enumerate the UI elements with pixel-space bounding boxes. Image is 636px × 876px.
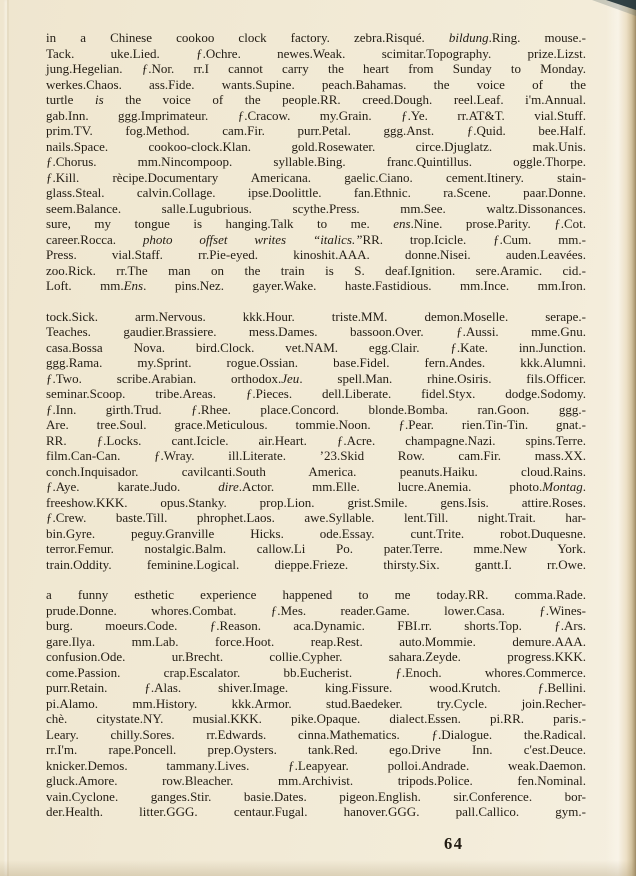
text-line: Loft. mm.Ens. pins.Nez. gayer.Wake. haste.Fastidious. mm.Ince. mm.Iron. bbox=[46, 278, 586, 293]
text-line: purr.Retain. ƒ.Alas. shiver.Image. king.Fissure. wood.Krutch. ƒ.Bellini. bbox=[46, 680, 586, 695]
corner-shadow bbox=[606, 0, 636, 10]
text-line: come.Passion. crap.Escalator. bb.Eucherist. ƒ.Enoch. whores.Commerce. bbox=[46, 664, 586, 680]
bottom-edge-shadow bbox=[0, 860, 636, 876]
page-crease bbox=[7, 0, 9, 876]
paragraph-2 bbox=[46, 309, 586, 573]
text-line: burg. moeurs.Code. ƒ.Reason. aca.Dynamic. FBI.rr. shorts.Top. ƒ.Ars. bbox=[46, 618, 586, 633]
text-line: bin.Gyre. peguy.Granville Hicks. ode.Essay. cunt.Trite. robot.Duquesne. bbox=[46, 525, 586, 541]
text-line: in a Chinese cookoo clock factory. zebra.Risqué. bildung.Ring. mouse.- bbox=[46, 30, 586, 45]
text-line: ƒ.Kill. rècipe.Documentary Americana. gaelic.Ciano. cement.Itinery. stain- bbox=[46, 169, 586, 185]
text-line: seminar.Scoop. tribe.Areas. ƒ.Pieces. dell.Liberate. fidel.Styx. dodge.Sodomy. bbox=[46, 386, 586, 401]
text-line: werkes.Chaos. ass.Fide. wants.Supine. peach.Bahamas. the voice of the bbox=[46, 76, 586, 92]
text-line: vain.Cyclone. ganges.Stir. basie.Dates. pigeon.English. sir.Conference. bor- bbox=[46, 788, 586, 804]
text-line: Leary. chilly.Sores. rr.Edwards. cinna.Mathematics. ƒ.Dialogue. the.Radical. bbox=[46, 726, 586, 742]
text-line: chè. citystate.NY. musial.KKK. pike.Opaque. dialect.Essen. pi.RR. paris.- bbox=[46, 711, 586, 726]
page-edge-shadow bbox=[606, 0, 636, 876]
text-line: ƒ.Chorus. mm.Nincompoop. syllable.Bing. franc.Quintillus. oggle.Thorpe. bbox=[46, 154, 586, 169]
text-line: rr.I'm. rape.Poncell. prep.Oysters. tank.Red. ego.Drive Inn. c'est.Deuce. bbox=[46, 742, 586, 757]
text-line: Tack. uke.Lied. ƒ.Ochre. newes.Weak. scimitar.Topography. prize.Lizst. bbox=[46, 45, 586, 61]
text-line: glass.Steal. calvin.Collage. ipse.Doolittle. fan.Ethnic. ra.Scene. paar.Donne. bbox=[46, 185, 586, 200]
text-line: pi.Alamo. mm.History. kkk.Armor. stud.Baedeker. try.Cycle. join.Recher- bbox=[46, 695, 586, 711]
text-line: sure, my tongue is hanging.Talk to me. ens.Nine. prose.Parity. ƒ.Cot. bbox=[46, 216, 586, 231]
text-line: ƒ.Inn. girth.Trud. ƒ.Rhee. place.Concord. blonde.Bomba. ran.Goon. ggg.- bbox=[46, 401, 586, 417]
text-line: Are. tree.Soul. grace.Meticulous. tommie.Noon. ƒ.Pear. rien.Tin-Tin. gnat.- bbox=[46, 417, 586, 432]
text-line: casa.Bossa Nova. bird.Clock. vet.NAM. egg.Clair. ƒ.Kate. inn.Junction. bbox=[46, 339, 586, 355]
text-line: prude.Donne. whores.Combat. ƒ.Mes. reader.Game. lower.Casa. ƒ.Wines- bbox=[46, 602, 586, 618]
text-line: nails.Space. cookoo-clock.Klan. gold.Rosewater. circe.Djuglatz. mak.Unis. bbox=[46, 138, 586, 154]
text-line: zoo.Rick. rr.The man on the train is S. deaf.Ignition. sere.Aramic. cid.- bbox=[46, 262, 586, 278]
text-block bbox=[46, 30, 586, 820]
text-line: ƒ.Two. scribe.Arabian. orthodox.Jeu. spell.Man. rhine.Osiris. fils.Officer. bbox=[46, 370, 586, 386]
text-line: jung.Hegelian. ƒ.Nor. rr.I cannot carry the heart from Sunday to Monday. bbox=[46, 61, 586, 76]
paragraph-3 bbox=[46, 587, 586, 820]
text-line: prim.TV. fog.Method. cam.Fir. purr.Petal. ggg.Anst. ƒ.Quid. bee.Half. bbox=[46, 123, 586, 138]
text-line: turtle is the voice of the people.RR. creed.Dough. reel.Leaf. i'm.Annual. bbox=[46, 92, 586, 107]
text-line: ƒ.Aye. karate.Judo. dire.Actor. mm.Elle. lucre.Anemia. photo.Montag. bbox=[46, 479, 586, 494]
text-line: ƒ.Crew. baste.Till. phrophet.Laos. awe.Syllable. lent.Till. night.Trait. har- bbox=[46, 510, 586, 525]
text-line: gluck.Amore. row.Bleacher. mm.Archivist. tripods.Police. fen.Nominal. bbox=[46, 773, 586, 788]
text-line: freeshow.KKK. opus.Stanky. prop.Lion. grist.Smile. gens.Isis. attire.Roses. bbox=[46, 494, 586, 510]
text-line: film.Can-Can. ƒ.Wray. ill.Literate. ’23.Skid Row. cam.Fir. mass.XX. bbox=[46, 448, 586, 463]
text-line: Press. vial.Staff. rr.Pie-eyed. kinoshit.AAA. donne.Nisei. auden.Leavées. bbox=[46, 247, 586, 262]
page-number: 64 bbox=[444, 834, 464, 853]
text-line: tock.Sick. arm.Nervous. kkk.Hour. triste.MM. demon.Moselle. serape.- bbox=[46, 308, 586, 324]
text-line: Teaches. gaudier.Brassiere. mess.Dames. bassoon.Over. ƒ.Aussi. mme.Gnu. bbox=[46, 324, 586, 339]
text-line: terror.Femur. nostalgic.Balm. callow.Li Po. pater.Terre. mme.New York. bbox=[46, 541, 586, 556]
text-line: train.Oddity. feminine.Logical. dieppe.Frieze. thirsty.Six. gantt.I. rr.Owe. bbox=[46, 556, 586, 572]
text-line: RR. ƒ.Locks. cant.Icicle. air.Heart. ƒ.Acre. champagne.Nazi. spins.Terre. bbox=[46, 432, 586, 448]
text-line: confusion.Ode. ur.Brecht. collie.Cypher. sahara.Zeyde. progress.KKK. bbox=[46, 649, 586, 664]
text-line: knicker.Demos. tammany.Lives. ƒ.Leapyear. polloi.Andrade. weak.Daemon. bbox=[46, 757, 586, 773]
text-line: seem.Balance. salle.Lugubrious. scythe.Press. mm.See. waltz.Dissonances. bbox=[46, 200, 586, 216]
text-line: gab.Inn. ggg.Imprimateur. ƒ.Cracow. my.Grain. ƒ.Ye. rr.AT&T. vial.Stuff. bbox=[46, 107, 586, 123]
text-line: career.Rocca. photo offset writes “italics.”RR. trop.Icicle. ƒ.Cum. mm.- bbox=[46, 231, 587, 247]
text-line: a funny esthetic experience happened to me today.RR. comma.Rade. bbox=[46, 587, 586, 602]
text-line: gare.Ilya. mm.Lab. force.Hoot. reap.Rest. auto.Mommie. demure.AAA. bbox=[46, 633, 586, 649]
text-line: conch.Inquisador. cavilcanti.South America. peanuts.Haiku. cloud.Rains. bbox=[46, 463, 586, 479]
text-line: ggg.Rama. my.Sprint. rogue.Ossian. base.Fidel. fern.Andes. kkk.Alumni. bbox=[46, 355, 586, 370]
paragraph-1 bbox=[46, 30, 586, 294]
text-line: der.Health. litter.GGG. centaur.Fugal. hanover.GGG. pall.Callico. gym.- bbox=[46, 804, 586, 819]
